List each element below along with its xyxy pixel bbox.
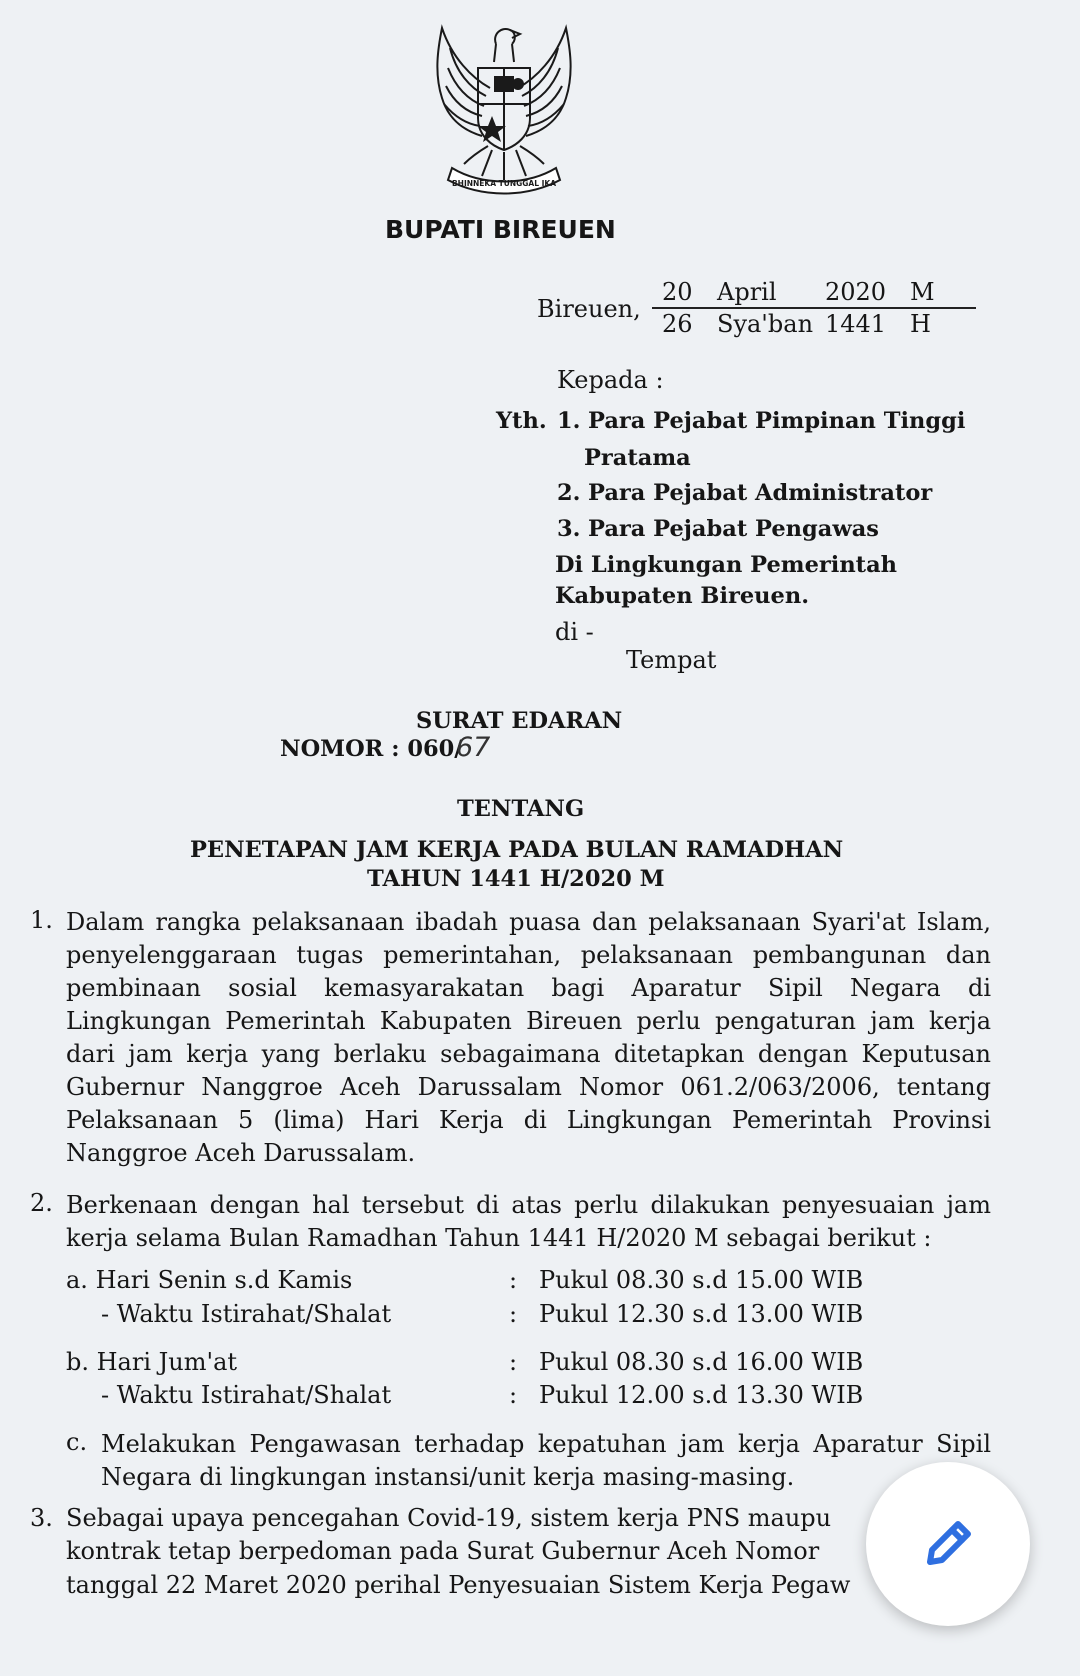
schedule-colon: : (509, 1381, 518, 1409)
gregorian-era: M (910, 278, 935, 306)
schedule-colon: : (509, 1348, 518, 1376)
hijri-day: 26 (662, 310, 693, 338)
recipient-1-num: 1. (557, 408, 581, 434)
paragraph-1-line: Pelaksanaan 5 (lima) Hari Kerja di Lingkungan Pemerintah Provinsi (66, 1106, 991, 1134)
recipient-location-line2: Kabupaten Bireuen. (555, 583, 810, 609)
date-city: Bireuen, (537, 295, 641, 323)
paragraph-2-line: Berkenaan dengan hal tersebut di atas perlu dilakukan penyesuaian jam (66, 1191, 991, 1219)
paragraph-3-line: tanggal 22 Maret 2020 perihal Penyesuaian Sistem Kerja Pegaw (66, 1571, 851, 1599)
gregorian-year: 2020 (825, 278, 887, 306)
recipient-location-line1: Di Lingkungan Pemerintah (555, 552, 898, 578)
schedule-label: - Waktu Istirahat/Shalat (101, 1381, 392, 1409)
gregorian-month: April (717, 278, 777, 306)
paragraph-3-line: Sebagai upaya pencegahan Covid-19, sistem kerja PNS maupu (66, 1504, 832, 1532)
paragraph-2-number: 2. (30, 1189, 53, 1217)
schedule-label: - Waktu Istirahat/Shalat (101, 1300, 392, 1328)
paragraph-1-line: Nanggroe Aceh Darussalam. (66, 1139, 416, 1167)
recipient-1-line2: Pratama (584, 445, 691, 471)
tempat-label: Tempat (626, 646, 717, 674)
item-c-line: Melakukan Pengawasan terhadap kepatuhan jam kerja Aparatur Sipil (101, 1430, 991, 1458)
office-title: BUPATI BIREUEN (385, 215, 616, 244)
paragraph-1-line: dari jam kerja yang berlaku sebagaimana ditetapkan dengan Keputusan (66, 1040, 991, 1068)
gregorian-day: 20 (662, 278, 693, 306)
edit-button[interactable] (866, 1462, 1030, 1626)
item-c (101, 1428, 991, 1494)
item-c-letter: c. (66, 1428, 88, 1456)
subject-line1: PENETAPAN JAM KERJA PADA BULAN RAMADHAN (190, 837, 844, 863)
tentang-label: TENTANG (457, 796, 585, 822)
paragraph-1-line: penyelenggaraan tugas pemerintahan, pelaksanaan pembangunan dan (66, 941, 991, 969)
paragraph-1 (66, 906, 991, 1170)
hijri-month: Sya'ban (717, 310, 814, 338)
recipient-2-line1: Para Pejabat Administrator (588, 480, 933, 506)
paragraph-1-line: Lingkungan Pemerintah Kabupaten Bireuen perlu pengaturan jam kerja (66, 1007, 991, 1035)
paragraph-1-line: pembinaan sosial kemasyarakatan bagi Aparatur Sipil Negara di (66, 974, 991, 1002)
paragraph-3-line: kontrak tetap berpedoman pada Surat Gubernur Aceh Nomor (66, 1537, 820, 1565)
paragraph-1-number: 1. (30, 906, 53, 934)
recipient-1-line1: Para Pejabat Pimpinan Tinggi (588, 408, 966, 434)
recipient-3-num: 3. (557, 516, 581, 542)
paragraph-1-line: Dalam rangka pelaksanaan ibadah puasa dan pelaksanaan Syari'at Islam, (66, 908, 991, 936)
recipient-3-line1: Para Pejabat Pengawas (588, 516, 879, 542)
paragraph-2 (66, 1189, 991, 1255)
schedule-value: Pukul 12.30 s.d 13.00 WIB (539, 1300, 864, 1328)
paragraph-2-line: kerja selama Bulan Ramadhan Tahun 1441 H/2020 M sebagai berikut : (66, 1224, 932, 1252)
to-label: Kepada : (557, 366, 664, 394)
letter-number-handwritten: 67 (456, 732, 491, 763)
item-c-line: Negara di lingkungan instansi/unit kerja masing-masing. (101, 1463, 795, 1491)
pencil-icon (916, 1512, 980, 1576)
di-label: di - (555, 618, 594, 646)
date-divider (652, 307, 976, 309)
subject-line2: TAHUN 1441 H/2020 M (367, 866, 665, 892)
schedule-label: b. Hari Jum'at (66, 1348, 238, 1376)
yth-label: Yth. (496, 408, 547, 434)
paragraph-1-line: Gubernur Nanggroe Aceh Darussalam Nomor 061.2/063/2006, tentang (66, 1073, 991, 1101)
schedule-colon: : (509, 1300, 518, 1328)
paragraph-3-number: 3. (30, 1504, 53, 1532)
hijri-era: H (910, 310, 931, 338)
recipient-2-num: 2. (557, 480, 581, 506)
schedule-colon: : (509, 1266, 518, 1294)
schedule-value: Pukul 08.30 s.d 16.00 WIB (539, 1348, 864, 1376)
schedule-value: Pukul 12.00 s.d 13.30 WIB (539, 1381, 864, 1409)
garuda-emblem-icon (412, 18, 596, 204)
hijri-year: 1441 (825, 310, 887, 338)
schedule-value: Pukul 08.30 s.d 15.00 WIB (539, 1266, 864, 1294)
emblem-motto: BHINNEKA TUNGGAL IKA (451, 179, 557, 188)
schedule-label: a. Hari Senin s.d Kamis (66, 1266, 353, 1294)
letter-number-label: NOMOR : 060/ (280, 736, 463, 762)
letter-type: SURAT EDARAN (416, 708, 623, 734)
